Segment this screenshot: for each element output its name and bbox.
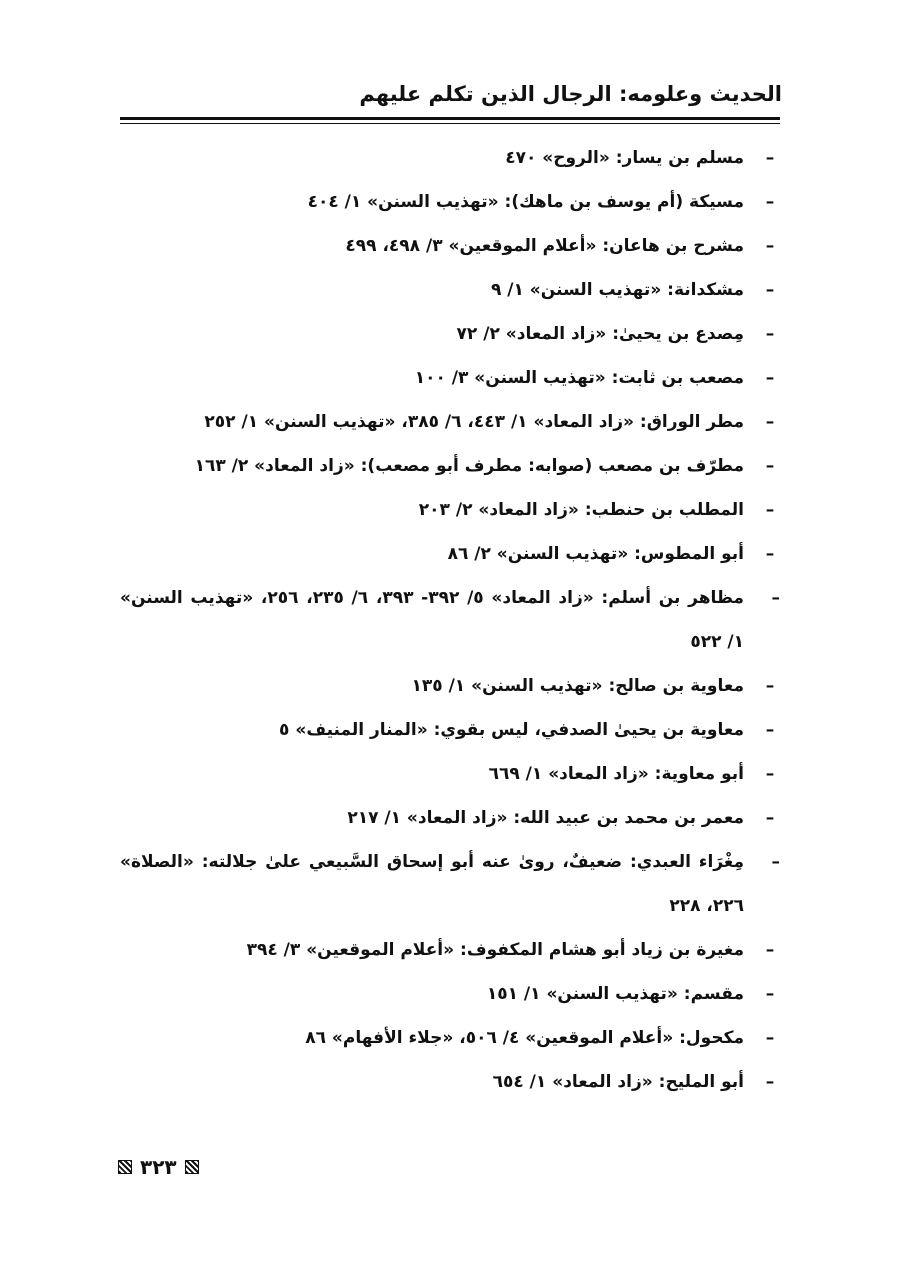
index-entry xyxy=(120,1060,780,1104)
page-footer xyxy=(118,1154,199,1180)
index-entry xyxy=(120,840,780,928)
index-entry xyxy=(120,796,780,840)
dash-bullet: – xyxy=(765,280,775,300)
dash-bullet: – xyxy=(765,940,775,960)
dash-bullet: – xyxy=(765,1028,775,1048)
entry-text: مطرّف بن مصعب (صوابه: مطرف أبو مصعب): «زاد المعاد» ٢/ ١٦٣ xyxy=(194,456,744,476)
entry-text: معمر بن محمد بن عبيد الله: «زاد المعاد» ١/ ٢١٧ xyxy=(347,808,744,828)
entry-text: مسيكة (أم يوسف بن ماهك): «تهذيب السنن» ١/ ٤٠٤ xyxy=(307,192,744,212)
dash-bullet: – xyxy=(765,456,775,476)
index-entry xyxy=(120,708,780,752)
dash-bullet: – xyxy=(765,808,775,828)
dash-bullet: – xyxy=(765,368,775,388)
dash-bullet: – xyxy=(765,236,775,256)
dash-bullet: – xyxy=(765,764,775,784)
dash-bullet: – xyxy=(771,852,780,872)
dash-bullet: – xyxy=(765,720,775,740)
header-rule-thin xyxy=(120,123,780,124)
index-entry xyxy=(120,576,780,664)
dash-bullet: – xyxy=(765,500,775,520)
dash-bullet: – xyxy=(765,1072,775,1092)
entry-text: أبو المليح: «زاد المعاد» ١/ ٦٥٤ xyxy=(492,1072,744,1092)
index-entry xyxy=(120,972,780,1016)
dash-bullet: – xyxy=(771,588,780,608)
ornament-icon xyxy=(118,1160,132,1174)
index-entry xyxy=(120,312,780,356)
index-entry xyxy=(120,532,780,576)
entry-text: معاوية بن يحيىٰ الصدفي، ليس بقوي: «المنار المنيف» ٥ xyxy=(279,720,744,740)
index-entries-list xyxy=(120,136,780,1104)
entry-text: مقسم: «تهذيب السنن» ١/ ١٥١ xyxy=(486,984,744,1004)
entry-text: مِصدع بن يحيىٰ: «زاد المعاد» ٢/ ٧٢ xyxy=(456,324,744,344)
index-entry xyxy=(120,224,780,268)
header-rule-thick xyxy=(120,117,780,120)
dash-bullet: – xyxy=(765,544,775,564)
index-entry xyxy=(120,180,780,224)
dash-bullet: – xyxy=(765,148,775,168)
index-entry xyxy=(120,400,780,444)
entry-text: مغيرة بن زياد أبو هشام المكفوف: «أعلام الموقعين» ٣/ ٣٩٤ xyxy=(246,940,744,960)
index-entry xyxy=(120,664,780,708)
index-entry xyxy=(120,136,780,180)
dash-bullet: – xyxy=(765,324,775,344)
entry-text: مسلم بن يسار: «الروح» ٤٧٠ xyxy=(505,148,744,168)
dash-bullet: – xyxy=(765,412,775,432)
index-entry xyxy=(120,1016,780,1060)
entry-text: المطلب بن حنطب: «زاد المعاد» ٢/ ٢٠٣ xyxy=(418,500,744,520)
entry-text: مظاهر بن أسلم: «زاد المعاد» ٥/ ٣٩٢- ٣٩٣، ٦/ ٢٣٥، ٢٥٦، «تهذيب السنن» ١/ ٥٢٢ xyxy=(120,588,744,652)
entry-text: أبو المطوس: «تهذيب السنن» ٢/ ٨٦ xyxy=(447,544,744,564)
index-entry xyxy=(120,928,780,972)
entry-text: معاوية بن صالح: «تهذيب السنن» ١/ ١٣٥ xyxy=(411,676,744,696)
running-header: الحديث وعلومه: الرجال الذين تكلم عليهم xyxy=(359,82,782,106)
dash-bullet: – xyxy=(765,192,775,212)
entry-text: مشكدانة: «تهذيب السنن» ١/ ٩ xyxy=(490,280,744,300)
entry-text: مِغْرَاء العبدي: ضعيفٌ، روىٰ عنه أبو إسحاق السَّبيعي علىٰ جلالته: «الصلاة» ٢٢٦، ٢٢٨ xyxy=(120,852,744,916)
entry-text: مشرح بن هاعان: «أعلام الموقعين» ٣/ ٤٩٨، ٤٩٩ xyxy=(345,236,744,256)
entry-text: مطر الوراق: «زاد المعاد» ١/ ٤٤٣، ٦/ ٣٨٥، «تهذيب السنن» ١/ ٢٥٢ xyxy=(204,412,744,432)
dash-bullet: – xyxy=(765,676,775,696)
entry-text: مصعب بن ثابت: «تهذيب السنن» ٣/ ١٠٠ xyxy=(414,368,744,388)
index-entry xyxy=(120,752,780,796)
index-entry xyxy=(120,488,780,532)
dash-bullet: – xyxy=(765,984,775,1004)
index-entry xyxy=(120,444,780,488)
entry-text: مكحول: «أعلام الموقعين» ٤/ ٥٠٦، «جلاء الأفهام» ٨٦ xyxy=(305,1028,744,1048)
index-entry xyxy=(120,356,780,400)
ornament-icon xyxy=(185,1160,199,1174)
page-number: ٣٢٣ xyxy=(140,1155,177,1179)
index-entry xyxy=(120,268,780,312)
entry-text: أبو معاوية: «زاد المعاد» ١/ ٦٦٩ xyxy=(488,764,744,784)
